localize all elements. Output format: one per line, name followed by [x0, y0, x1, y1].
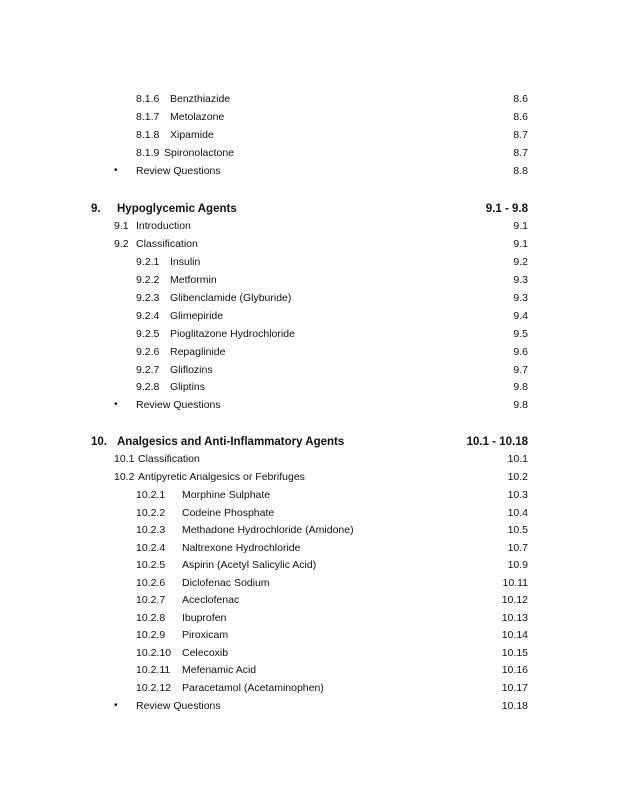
toc-section-page: 9.1 — [513, 220, 528, 232]
toc-item-page: 10.16 — [501, 664, 528, 676]
toc-item-title: Ibuprofen — [182, 612, 227, 624]
toc-item — [0, 361, 618, 379]
toc-section — [0, 235, 618, 253]
toc-item-title: Xipamide — [170, 129, 214, 141]
bullet-icon: • — [114, 399, 118, 410]
toc-item-title: Gliptins — [170, 381, 206, 393]
toc-item-number: 8.1.6 — [136, 93, 160, 105]
toc-item — [0, 626, 618, 644]
toc-item-number: 9.2.6 — [136, 346, 160, 358]
toc-item — [0, 253, 618, 271]
toc-item-title: Methadone Hydrochloride (Amidone) — [182, 524, 354, 536]
toc-item-number: 10.2.12 — [136, 682, 172, 694]
toc-item-number: 9.2.3 — [136, 292, 160, 304]
toc-item-title: Piroxicam — [182, 629, 229, 641]
toc-review-row — [0, 697, 618, 715]
toc-item — [0, 609, 618, 627]
toc-item-page: 8.6 — [513, 111, 528, 123]
toc-item — [0, 289, 618, 307]
toc-item — [0, 90, 618, 108]
toc-item-number: 9.2.8 — [136, 381, 160, 393]
chapter-page-range: 10.1 - 10.18 — [466, 436, 528, 448]
toc-section-title: Classification — [138, 453, 200, 465]
toc-item-page: 9.8 — [513, 381, 528, 393]
toc-section-title: Introduction — [136, 220, 191, 232]
toc-item-page: 8.7 — [513, 147, 528, 159]
toc-item-title: Codeine Phosphate — [182, 507, 275, 519]
toc-item-page: 10.17 — [501, 682, 528, 694]
chapter-page-range: 9.1 - 9.8 — [485, 203, 528, 215]
toc-item — [0, 574, 618, 592]
toc-item-page: 9.3 — [513, 274, 528, 286]
chapter-title: Analgesics and Anti-Inflammatory Agents — [117, 436, 345, 448]
toc-item — [0, 144, 618, 162]
toc-item-number: 10.2.11 — [136, 664, 171, 676]
toc-item-number: 9.2.2 — [136, 274, 160, 286]
toc-item-title: Gliflozins — [170, 364, 213, 376]
toc-item-title: Mefenamic Acid — [182, 664, 257, 676]
toc-section-number: 9.1 — [114, 220, 129, 232]
toc-item-number: 10.2.4 — [136, 542, 166, 554]
toc-item-title: Repaglinide — [170, 346, 226, 358]
toc-item-page: 8.6 — [513, 93, 528, 105]
toc-item-page: 10.14 — [501, 629, 528, 641]
toc-item-number: 8.1.9 — [136, 147, 160, 159]
toc-item-number: 10.2.10 — [136, 647, 172, 659]
toc-item-title: Pioglitazone Hydrochloride — [170, 328, 295, 340]
toc-section-number: 9.2 — [114, 238, 129, 250]
toc-item-number: 8.1.8 — [136, 129, 160, 141]
toc-item-page: 8.8 — [513, 165, 528, 177]
toc-item — [0, 556, 618, 574]
toc-item — [0, 486, 618, 504]
toc-item-number: 10.2.8 — [136, 612, 166, 624]
toc-item — [0, 591, 618, 609]
toc-item-page: 10.12 — [501, 594, 528, 606]
toc-item-number: 10.2.7 — [136, 594, 166, 606]
toc-item-number: 9.2.7 — [136, 364, 160, 376]
toc-item-page: 9.7 — [513, 364, 528, 376]
toc-section-page: 9.1 — [513, 238, 528, 250]
toc-item-number: 10.2.1 — [136, 489, 166, 501]
toc-item — [0, 126, 618, 144]
toc-item-title: Review Questions — [136, 165, 221, 177]
toc-item-page: 10.18 — [501, 700, 528, 712]
toc-item-title: Spironolactone — [164, 147, 235, 159]
toc-item-title: Celecoxib — [182, 647, 229, 659]
toc-item-title: Benzthiazide — [170, 93, 231, 105]
toc-item-title: Metolazone — [170, 111, 225, 123]
toc-item-title: Aspirin (Acetyl Salicylic Acid) — [182, 559, 317, 571]
chapter-title: Hypoglycemic Agents — [117, 203, 237, 215]
toc-item-title: Morphine Sulphate — [182, 489, 271, 501]
toc-item — [0, 539, 618, 557]
toc-item-number: 9.2.4 — [136, 310, 160, 322]
chapter-number: 10. — [91, 436, 107, 448]
toc-item-title: Review Questions — [136, 399, 221, 411]
toc-item-number: 9.2.1 — [136, 256, 160, 268]
chapter-number: 9. — [91, 203, 101, 215]
toc-item-title: Metformin — [170, 274, 217, 286]
toc-item-page: 10.5 — [507, 524, 528, 536]
toc-item-title: Insulin — [170, 256, 201, 268]
toc-item-number: 10.2.3 — [136, 524, 166, 536]
toc-item-title: Glimepiride — [170, 310, 224, 322]
toc-item-title: Glibenclamide (Glyburide) — [170, 292, 292, 304]
toc-item-page: 8.7 — [513, 129, 528, 141]
toc-item-number: 9.2.5 — [136, 328, 160, 340]
toc-review-row — [0, 162, 618, 180]
toc-item-page: 10.11 — [502, 577, 528, 589]
toc-item-page: 10.13 — [501, 612, 528, 624]
toc-item-title: Naltrexone Hydrochloride — [182, 542, 301, 554]
toc-item-title: Aceclofenac — [182, 594, 240, 606]
toc-item-number: 10.2.9 — [136, 629, 166, 641]
toc-item — [0, 679, 618, 697]
toc-section-title: Antipyretic Analgesics or Febrifuges — [138, 471, 305, 483]
toc-item — [0, 504, 618, 522]
toc-section-number: 10.1 — [114, 453, 135, 465]
toc-section-title: Classification — [136, 238, 198, 250]
bullet-icon: • — [114, 700, 118, 711]
toc-item-number: 10.2.5 — [136, 559, 166, 571]
toc-item-number: 8.1.7 — [136, 111, 160, 123]
toc-section — [0, 217, 618, 235]
toc-review-row — [0, 396, 618, 414]
toc-item-page: 9.6 — [513, 346, 528, 358]
toc-item-page: 10.15 — [501, 647, 528, 659]
toc-item-page: 9.4 — [513, 310, 528, 322]
toc-item — [0, 644, 618, 662]
toc-section-page: 10.2 — [507, 471, 528, 483]
toc-item — [0, 108, 618, 126]
toc-item-title: Review Questions — [136, 700, 221, 712]
toc-item-title: Paracetamol (Acetaminophen) — [182, 682, 324, 694]
toc-item — [0, 325, 618, 343]
toc-item-number: 10.2.6 — [136, 577, 166, 589]
toc-item — [0, 378, 618, 396]
toc-section — [0, 468, 618, 486]
toc-item — [0, 661, 618, 679]
toc-section-page: 10.1 — [507, 453, 528, 465]
toc-item — [0, 343, 618, 361]
bullet-icon: • — [114, 165, 118, 176]
toc-item-title: Diclofenac Sodium — [182, 577, 270, 589]
toc-section-number: 10.2 — [114, 471, 135, 483]
toc-item-page: 9.8 — [513, 399, 528, 411]
toc-section — [0, 450, 618, 468]
toc-item-page: 9.5 — [513, 328, 528, 340]
toc-item — [0, 271, 618, 289]
toc-item-page: 9.3 — [513, 292, 528, 304]
toc-item-number: 10.2.2 — [136, 507, 166, 519]
toc-item-page: 9.2 — [513, 256, 528, 268]
toc-item-page: 10.3 — [507, 489, 528, 501]
toc-chapter-heading — [0, 433, 618, 451]
toc-item — [0, 307, 618, 325]
toc-chapter-heading — [0, 200, 618, 218]
toc-item-page: 10.7 — [507, 542, 528, 554]
toc-item — [0, 521, 618, 539]
toc-item-page: 10.9 — [507, 559, 528, 571]
toc-item-page: 10.4 — [507, 507, 528, 519]
